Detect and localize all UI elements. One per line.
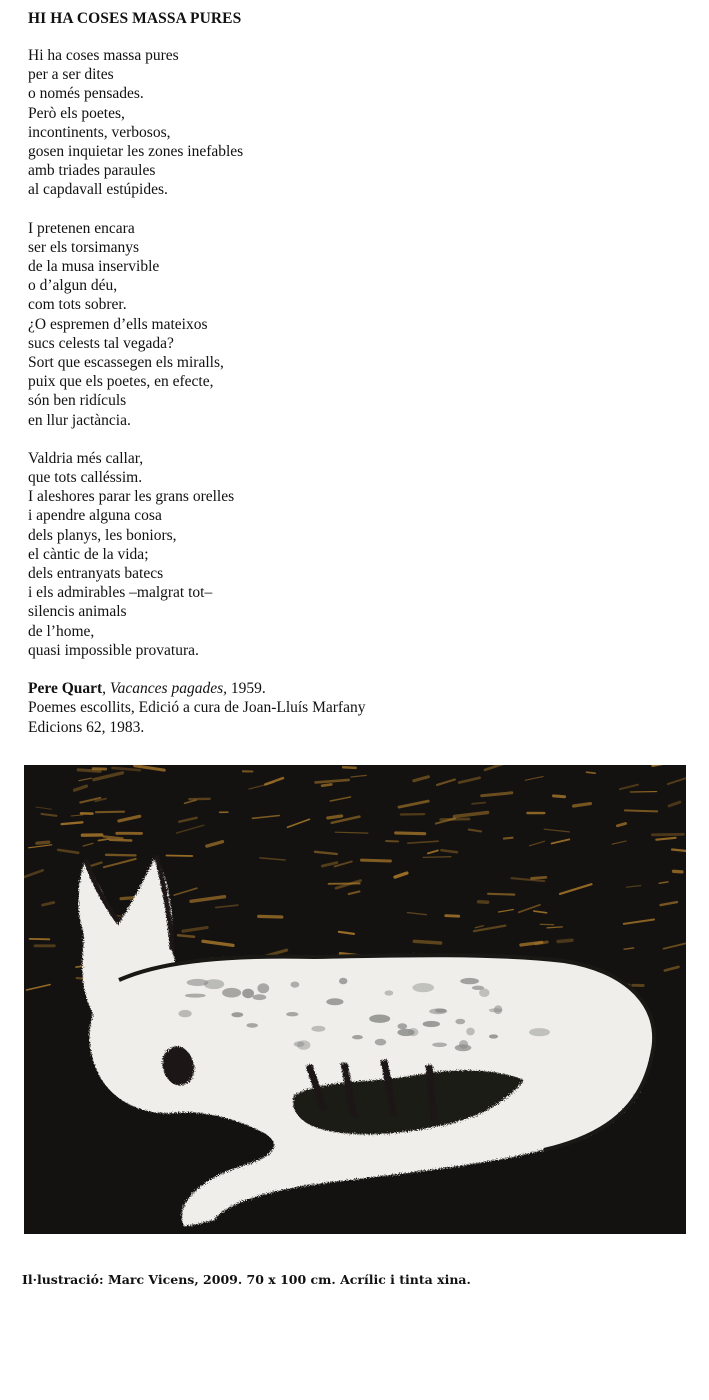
grey-spot: [253, 994, 267, 1000]
brushstroke: [106, 855, 136, 856]
poem-line: o només pensades.: [28, 85, 144, 103]
grey-spot: [297, 1040, 310, 1050]
grey-spot: [459, 1040, 468, 1049]
grey-spot: [257, 983, 269, 993]
publication-year: 1959.: [227, 680, 266, 698]
poem-line: quasi impossible provatura.: [28, 641, 199, 659]
brushstroke: [547, 927, 562, 928]
poem-line: I aleshores parar les grans orelles: [28, 488, 235, 506]
poem-line: o d’algun déu,: [28, 277, 118, 295]
citation-separator: ,: [102, 680, 110, 698]
brushstroke: [472, 803, 485, 804]
grey-spot: [489, 1008, 502, 1012]
brushstroke: [178, 935, 194, 937]
poem-line: Sort que escassegen els miralls,: [28, 354, 224, 372]
brushstroke: [536, 942, 547, 944]
poem-line: com tots sobrer.: [28, 296, 127, 314]
poem-line: de la musa inservible: [28, 258, 160, 276]
poem-line: al capdavall estúpides.: [28, 181, 168, 199]
grey-spot: [291, 982, 300, 988]
grey-spot: [479, 988, 489, 997]
brushstroke: [328, 816, 342, 818]
brushstroke: [558, 940, 572, 941]
poem-line: gosen inquietar les zones inefables: [28, 143, 244, 161]
painting-svg: [24, 765, 686, 1234]
poem-line: que tots calléssim.: [28, 469, 143, 487]
brushstroke: [343, 767, 355, 768]
brushstroke: [259, 916, 282, 917]
poem-line: i els admirables –malgrat tot–: [28, 584, 213, 602]
grey-spot: [466, 1028, 475, 1036]
stanza-1: [28, 46, 688, 200]
grey-spot: [326, 998, 343, 1005]
brushstroke: [110, 840, 131, 841]
stanza-3: [28, 449, 688, 660]
grey-spot: [242, 989, 254, 999]
poem-line: Valdria més callar,: [28, 449, 144, 467]
poem-line: amb triades paraules: [28, 162, 156, 180]
poem-line: puix que els poetes, en efecte,: [28, 373, 214, 391]
poem-line: en llur jactància.: [28, 411, 131, 429]
grey-spot: [455, 1019, 465, 1025]
grey-spot: [397, 1029, 414, 1036]
poem-line: silencis animals: [28, 603, 127, 621]
brushstroke: [396, 833, 425, 834]
brushstroke: [488, 894, 514, 895]
brushstroke: [322, 784, 331, 785]
brushstroke: [674, 871, 683, 872]
grey-spot: [460, 978, 479, 984]
grey-spot: [529, 1028, 550, 1036]
poem-line: Però els poetes,: [28, 104, 125, 122]
grey-spot: [286, 1012, 298, 1016]
poem-line: dels planys, les boniors,: [28, 526, 177, 544]
poem-line: el càntic de la vida;: [28, 545, 149, 563]
grey-spot: [222, 988, 241, 998]
brushstroke: [96, 812, 124, 813]
poem-line: de l’home,: [28, 622, 95, 640]
brushstroke: [554, 796, 565, 797]
grey-spot: [412, 983, 434, 992]
brushstroke: [587, 772, 596, 773]
grey-spot: [435, 1009, 447, 1013]
brushstroke: [362, 860, 391, 861]
grey-spot: [179, 1010, 192, 1017]
poem-line: I pretenen encara: [28, 219, 135, 237]
grey-spot: [369, 1015, 390, 1023]
grey-spot: [375, 1039, 386, 1046]
poem-title: HI HA COSES MASSA PURES: [28, 10, 242, 27]
brushstroke: [652, 834, 683, 835]
citation-line-2: Poemes escollits, Edició a cura de Joan-Lluís Marfany: [28, 699, 366, 717]
grey-spot: [311, 1026, 325, 1032]
brushstroke: [414, 941, 440, 943]
citation: [28, 679, 688, 737]
author-name: Pere Quart: [28, 680, 103, 698]
grey-spot: [489, 1034, 498, 1038]
brushstroke: [441, 819, 469, 820]
book-title: Vacances pagades,: [109, 680, 228, 698]
brushstroke: [37, 842, 49, 843]
brushstroke: [166, 856, 192, 857]
grey-spot: [385, 990, 394, 995]
illustration-painting: [24, 765, 686, 1234]
grey-spot: [339, 978, 347, 985]
brushstroke: [504, 838, 513, 839]
poem-line: i apendre alguna cosa: [28, 507, 162, 525]
poem-line: dels entranyats batecs: [28, 565, 164, 583]
poem-container: [28, 9, 688, 737]
poem-line: per a ser dites: [28, 66, 114, 84]
grey-spot: [246, 1023, 258, 1028]
brushstroke: [423, 857, 451, 858]
citation-line-1: [28, 679, 688, 698]
brushstroke: [446, 916, 459, 917]
brushstroke: [625, 810, 657, 811]
poem-line: són ben ridículs: [28, 392, 127, 410]
poem-line: ¿O espremen d’ells mateixos: [28, 315, 208, 333]
poem-line: sucs celests tal vegada?: [28, 334, 174, 352]
grey-spot: [231, 1012, 243, 1017]
poem-line: ser els torsimanys: [28, 238, 140, 256]
illustration-caption: Il·lustració: Marc Vicens, 2009. 70 x 100 cm. Acrílic i tinta xina.: [22, 1272, 471, 1287]
poem-line: incontinents, verbosos,: [28, 123, 171, 141]
poem-line: Hi ha coses massa pures: [28, 47, 179, 64]
grey-spot: [432, 1043, 447, 1048]
grey-spot: [185, 994, 206, 998]
stanza-2: [28, 219, 688, 430]
grey-spot: [398, 1023, 408, 1029]
grey-spot: [423, 1021, 440, 1027]
citation-line-3: Edicions 62, 1983.: [28, 718, 145, 736]
brushstroke: [532, 877, 546, 878]
grey-spot: [352, 1035, 363, 1039]
grey-spot: [204, 979, 224, 989]
